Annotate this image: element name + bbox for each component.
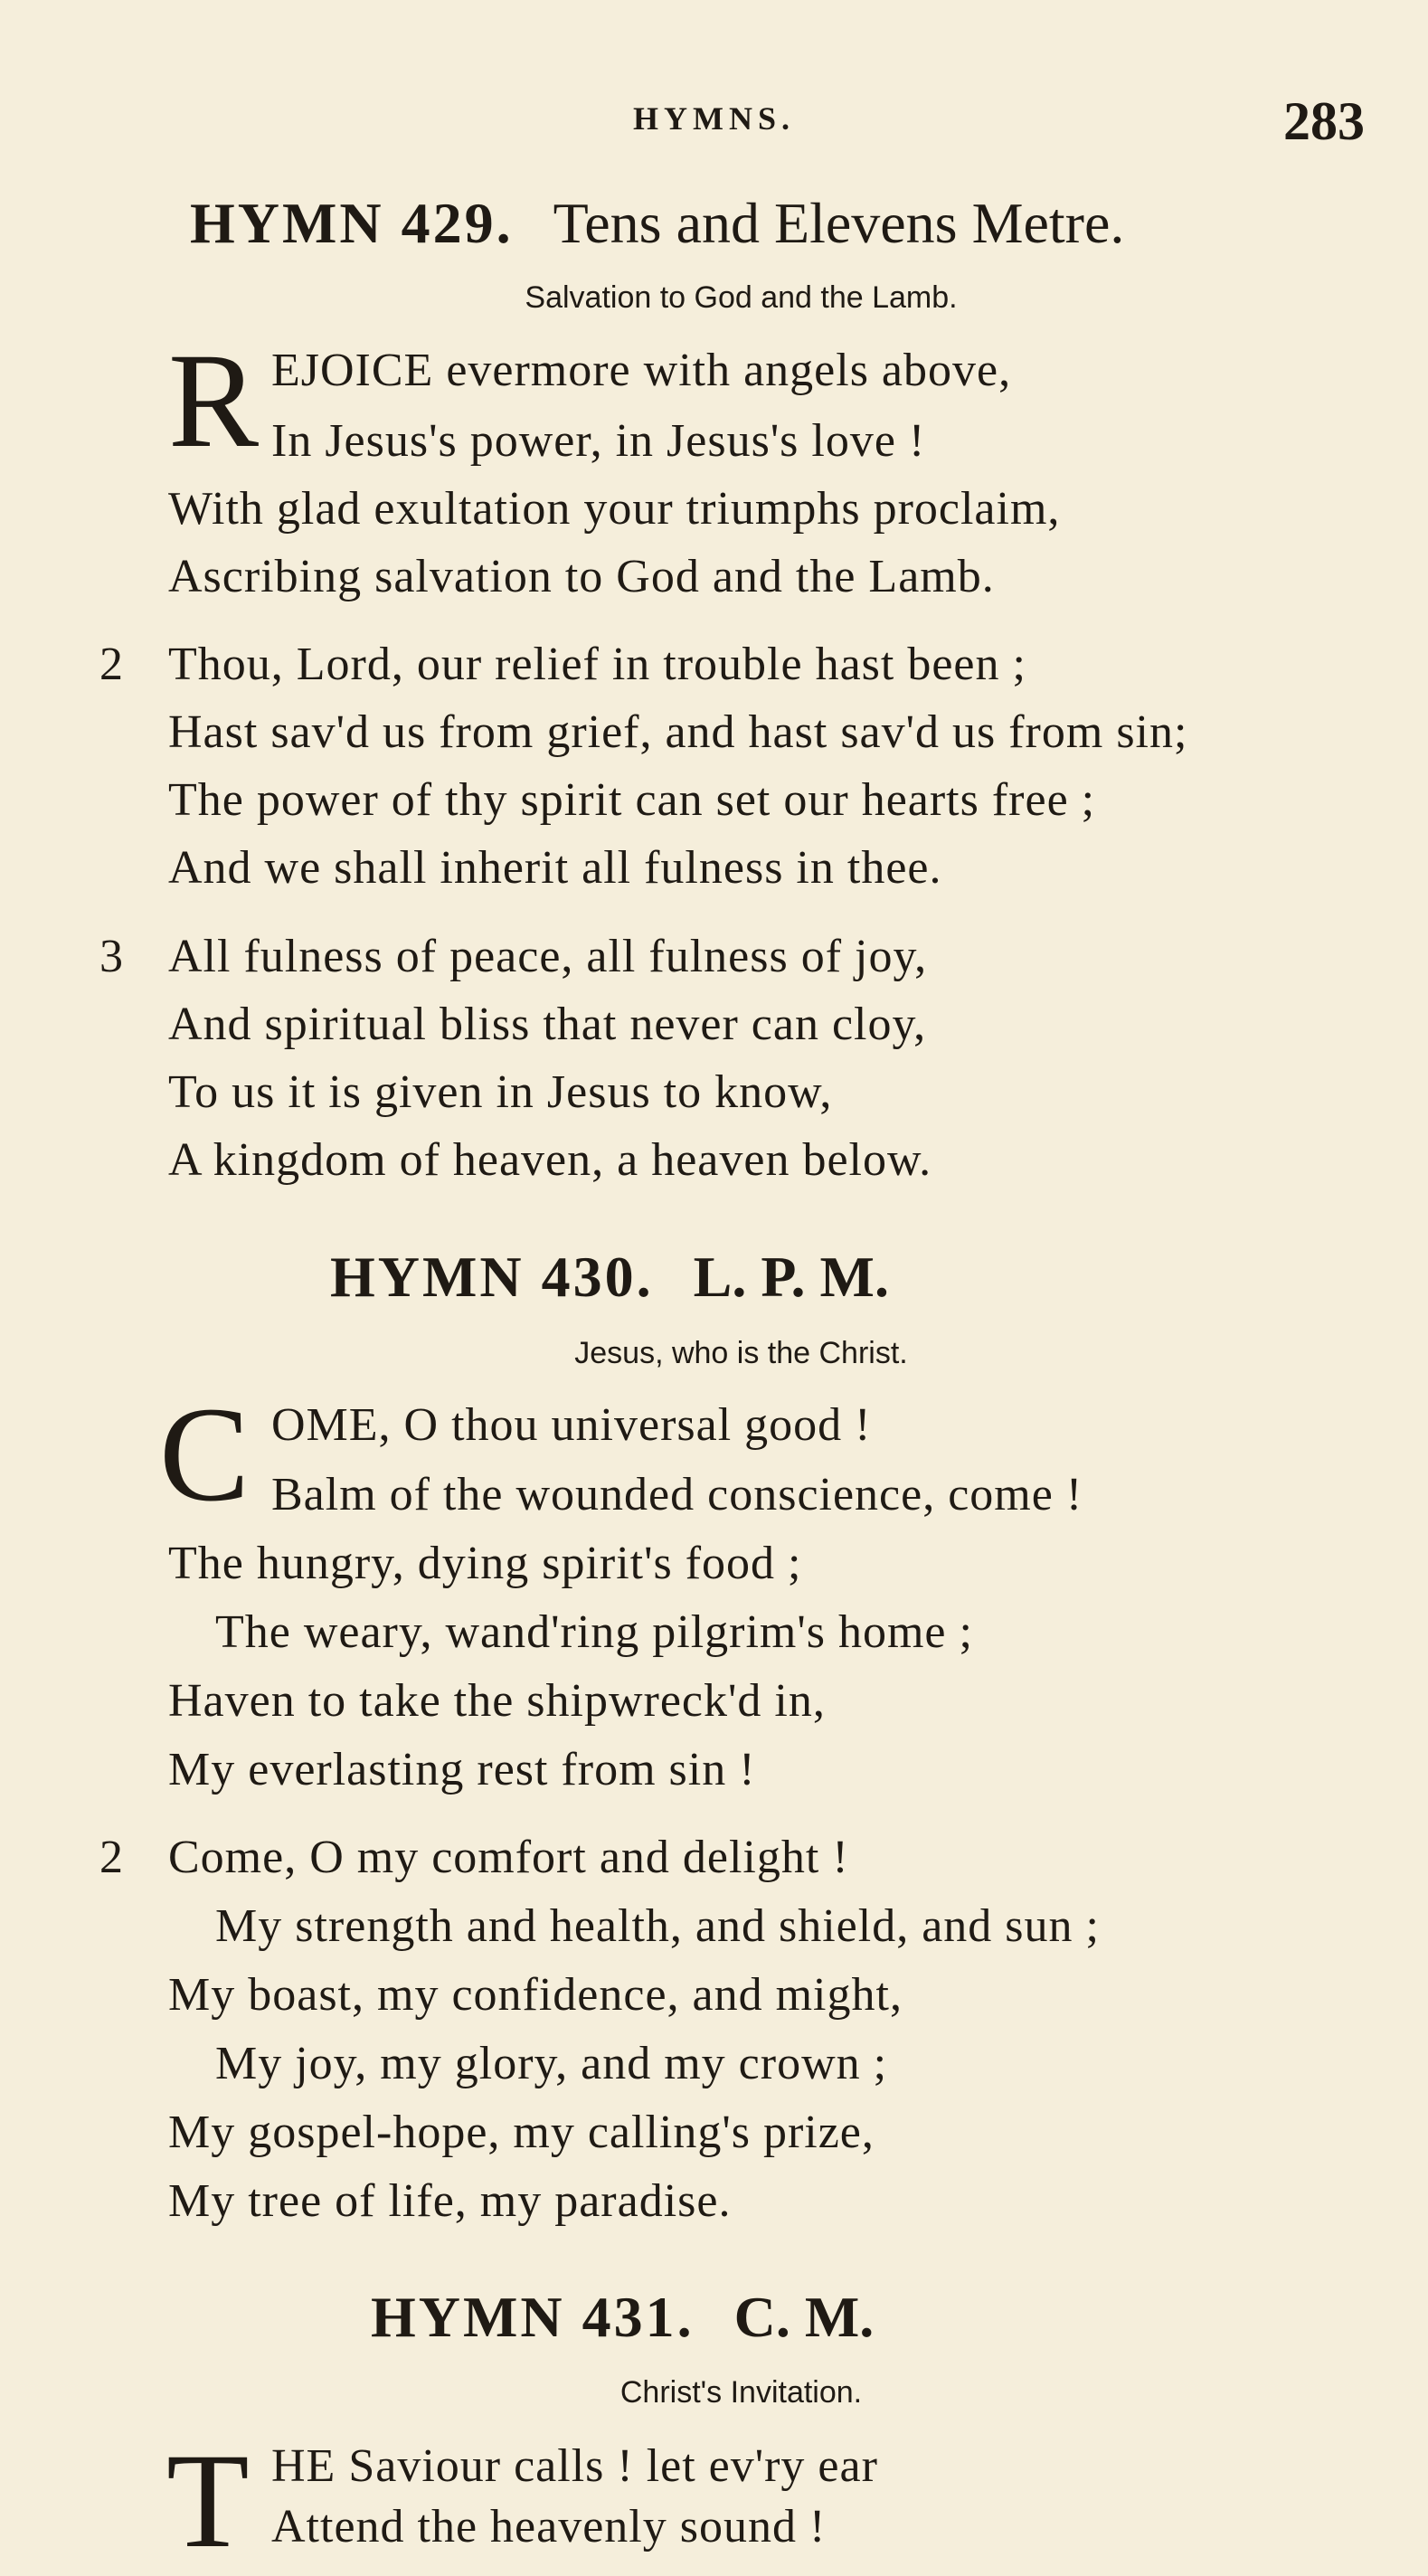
verse-line: And we shall inherit all fulness in thee.	[168, 842, 942, 894]
verse-line: OME, O thou universal good !	[271, 1399, 872, 1451]
hymn-number: HYMN 430.	[330, 1245, 654, 1309]
hymn-429-title	[190, 190, 1124, 257]
verse-line: The hungry, dying spirit's food ;	[168, 1538, 802, 1589]
verse-line: With glad exultation your triumphs proclaim,	[168, 483, 1061, 535]
page-number: 283	[1283, 91, 1365, 151]
verse-line: My joy, my glory, and my crown ;	[215, 2038, 888, 2089]
verse-line: My strength and health, and shield, and sun ;	[215, 1900, 1100, 1952]
hymn-430-subtitle: Jesus, who is the Christ.	[574, 1336, 908, 1370]
verse-line: In Jesus's power, in Jesus's love !	[271, 415, 926, 467]
hymn-431-subtitle: Christ's Invitation.	[619, 2375, 863, 2410]
hymn-431-title	[371, 2284, 874, 2351]
verse-line: My everlasting rest from sin !	[168, 1744, 756, 1795]
verse-line: Hast sav'd us from grief, and hast sav'd us from sin;	[168, 706, 1188, 758]
verse-line: The power of thy spirit can set our hearts free ;	[168, 774, 1096, 826]
hymn-431-dropcap: T	[166, 2426, 250, 2576]
verse-line: The weary, wand'ring pilgrim's home ;	[215, 1606, 973, 1658]
verse-line: EJOICE evermore with angels above,	[271, 345, 1012, 396]
verse-line: And spiritual bliss that never can cloy,	[168, 999, 927, 1050]
hymn-metre: C. M.	[733, 2285, 875, 2349]
verse-line: Ascribing salvation to God and the Lamb.	[168, 551, 995, 602]
verse-line: Haven to take the shipwreck'd in,	[168, 1675, 826, 1727]
verse-line: To us it is given in Jesus to know,	[168, 1066, 833, 1118]
hymn-429-subtitle: Salvation to God and the Lamb.	[525, 280, 958, 315]
verse-line: HE Saviour calls ! let ev'ry ear	[271, 2440, 878, 2492]
hymn-430-title	[330, 1244, 889, 1311]
running-head: HYMNS.	[633, 100, 795, 137]
verse-line: Attend the heavenly sound !	[271, 2501, 827, 2552]
hymn-430-dropcap: C	[159, 1379, 251, 1530]
verse-line: A kingdom of heaven, a heaven below.	[168, 1134, 932, 1186]
verse-line: Come, O my comfort and delight !	[168, 1832, 849, 1883]
hymn-metre: L. P. M.	[693, 1245, 889, 1309]
hymn-number: HYMN 431.	[371, 2285, 695, 2349]
hymn-number: HYMN 429.	[190, 191, 514, 255]
verse-line: Balm of the wounded conscience, come !	[271, 1469, 1083, 1520]
verse-number: 3	[99, 931, 123, 982]
hymn-429-dropcap: R	[168, 326, 260, 476]
hymn-metre: Tens and Elevens Metre.	[553, 191, 1125, 255]
verse-line: My gospel-hope, my calling's prize,	[168, 2107, 875, 2158]
verse-line: My tree of life, my paradise.	[168, 2175, 732, 2227]
verse-line: My boast, my confidence, and might,	[168, 1969, 903, 2021]
verse-number: 2	[99, 1832, 123, 1883]
verse-number: 2	[99, 639, 123, 690]
verse-line: Thou, Lord, our relief in trouble hast been ;	[168, 639, 1026, 690]
verse-line: All fulness of peace, all fulness of joy,	[168, 931, 928, 982]
